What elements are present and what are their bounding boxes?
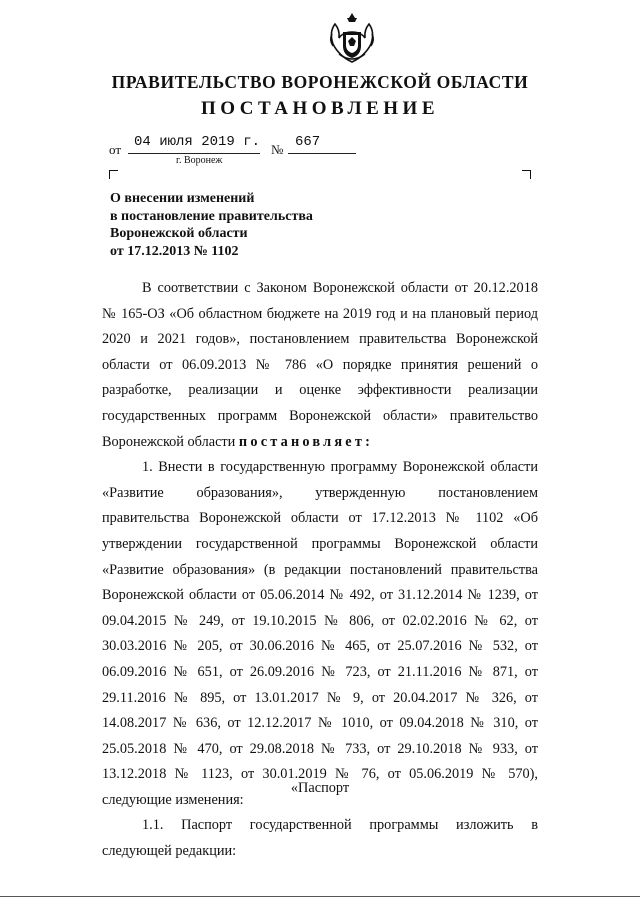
- date-underline: [128, 153, 260, 154]
- subject-line: Воронежской области: [110, 226, 248, 241]
- clause-1-paragraph: 1. Внести в государственную программу Воронежской области «Развитие образования», утвержденную постановлением правительства Воронежской области от 17.12.2013 № 1102 «Об утверждении государственной программы Воронежской области «Развитие образования» (в редакции постановлений правительства Воронежской области от 05.06.2014 № 492, от 31.12.2014 № 1239, от 09.04.2015 № 249, от 19.10.2015 № 806, от 02.02.2016 № 62, от 30.03.2016 № 205, от 30.06.2016 № 465, от 25.07.2016 № 532, от 06.09.2016 № 651, от 26.09.2016 № 723, от 21.11.2016 № 871, от 29.11.2016 № 895, от 13.01.2017 № 9, от 20.04.2017 № 326, от 14.08.2017 № 636, от 12.12.2017 № 1010, от 09.04.2018 № 310, от 25.05.2018 № 470, от 29.08.2018 № 733, от 29.10.2018 № 933, от 13.12.2018 № 1123, от 30.01.2019 № 76, от 05.06.2019 № 570), следующие изменения:: [102, 459, 538, 808]
- subject-line: в постановление правительства: [110, 208, 313, 224]
- number-label: №: [271, 142, 284, 157]
- date-from-label: от: [109, 142, 122, 157]
- corner-mark-right: [522, 170, 531, 179]
- document-body: [102, 276, 538, 865]
- organization-title: ПРАВИТЕЛЬСТВО ВОРОНЕЖСКОЙ ОБЛАСТИ: [111, 72, 529, 92]
- passport-heading: «Паспорт: [290, 780, 350, 796]
- document-type: ПОСТАНОВЛЕНИЕ: [200, 98, 440, 119]
- decree-verb: постановляет:: [238, 433, 374, 450]
- number-underline: [288, 153, 356, 154]
- city-label: г. Воронеж: [176, 155, 223, 166]
- document-date: 04 июля 2019 г.: [134, 134, 261, 150]
- page-bottom-rule: [0, 896, 640, 897]
- preamble-text: В соответствии с Законом Воронежской области от 20.12.2018 № 165-ОЗ «Об областном бюджете на 2019 год и на плановый период 2020 и 2021 годов», постановлением правительства Воронежской области от 06.09.2013 № 786 «О порядке принятия решений о разработке, реализации и оценке эффективности реализации государственных программ Воронежской области» правительство Воронежской области: [102, 280, 538, 450]
- document-number: 667: [295, 134, 321, 150]
- subject-line: от 17.12.2013 № 1102: [110, 243, 239, 259]
- date-number-row: [0, 134, 640, 164]
- clause-1-1-paragraph: 1.1. Паспорт государственной программы изложить в следующей редакции:: [102, 817, 538, 860]
- subject-line: О внесении изменений: [110, 191, 255, 206]
- document-subject: [110, 190, 410, 260]
- preamble-paragraph: [102, 276, 538, 455]
- coat-of-arms-icon: [327, 10, 377, 66]
- corner-mark-left: [109, 170, 118, 179]
